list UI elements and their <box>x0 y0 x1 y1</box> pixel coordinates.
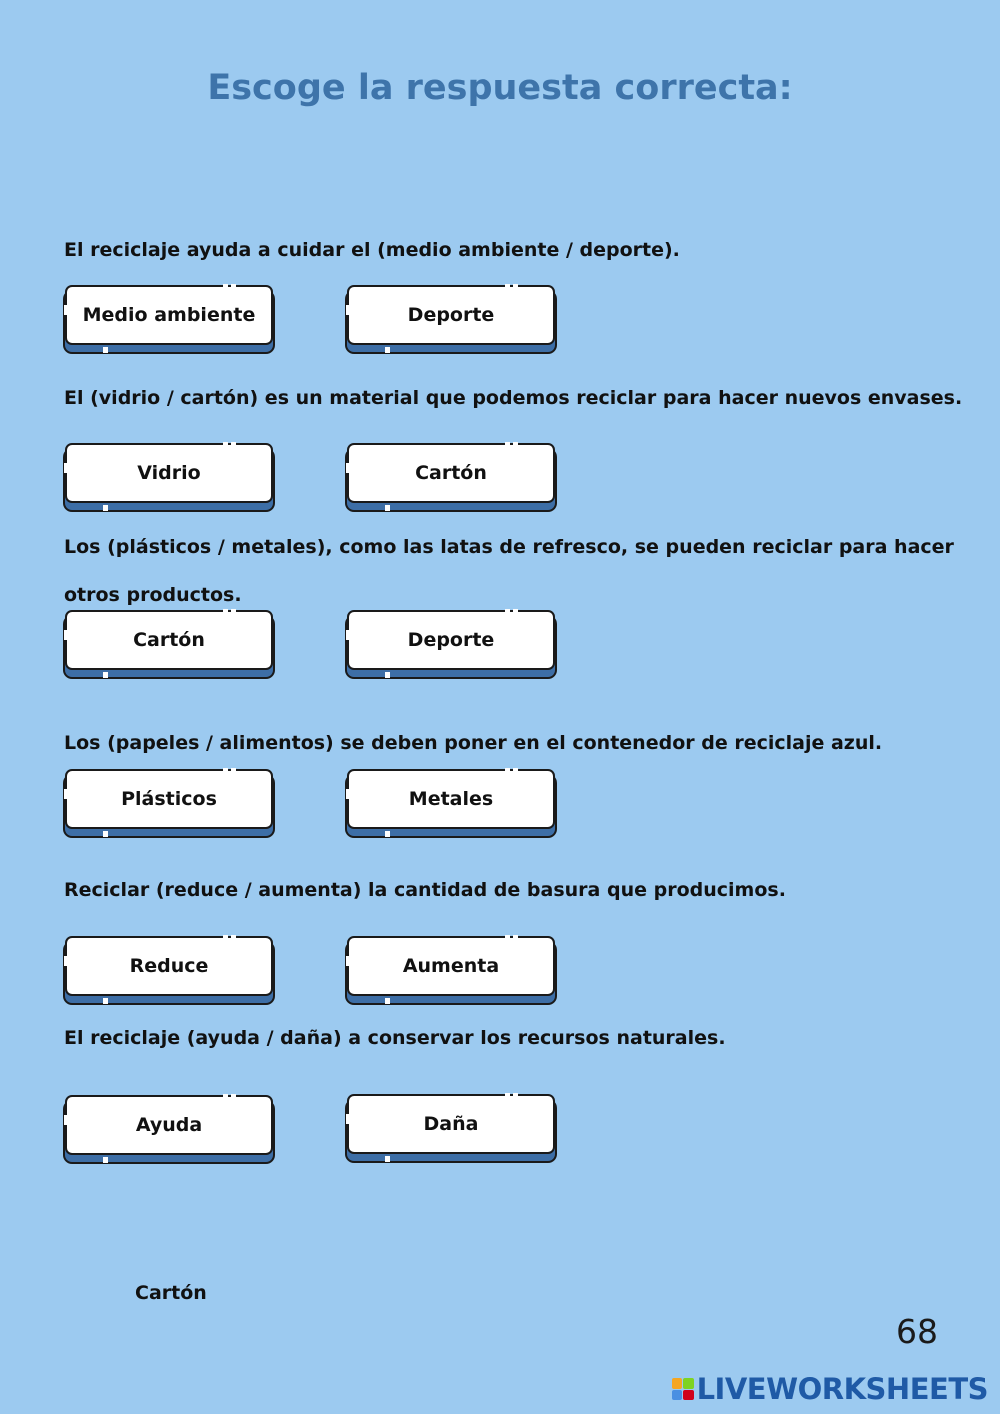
draggable-answer[interactable]: Cartón <box>135 1282 207 1304</box>
question-4-option-1-button[interactable] <box>65 769 273 829</box>
logo-text: LIVEWORKSHEETS <box>696 1372 988 1406</box>
question-6-text: El reciclaje (ayuda / daña) a conservar los recursos naturales. <box>64 1027 726 1049</box>
question-3-option-2-button[interactable] <box>347 610 555 670</box>
liveworksheets-logo-icon <box>672 1378 694 1400</box>
option-label: Metales <box>408 788 494 810</box>
option-label: Deporte <box>407 304 495 326</box>
question-1-option-2-button[interactable] <box>347 285 555 345</box>
option-label: Plásticos <box>121 788 217 810</box>
question-2-option-2-button[interactable] <box>347 443 555 503</box>
question-3-text: Los (plásticos / metales), como las latas de refresco, se pueden reciclar para hacer otros productos. <box>64 536 954 606</box>
option-label: Medio ambiente <box>82 304 256 326</box>
question-2-option-1-button[interactable] <box>65 443 273 503</box>
option-label: Reduce <box>129 955 209 977</box>
liveworksheets-logo <box>672 1372 988 1406</box>
question-3-option-1-button[interactable] <box>65 610 273 670</box>
question-1-text: El reciclaje ayuda a cuidar el (medio ambiente / deporte). <box>64 239 680 261</box>
question-4-text: Los (papeles / alimentos) se deben poner en el contenedor de reciclaje azul. <box>64 732 883 754</box>
question-1-option-1-button[interactable] <box>65 285 273 345</box>
question-2-text: El (vidrio / cartón) es un material que podemos reciclar para hacer nuevos envases. <box>64 387 963 409</box>
option-label: Vidrio <box>137 462 201 484</box>
option-label: Daña <box>423 1113 479 1135</box>
question-5-text: Reciclar (reduce / aumenta) la cantidad de basura que producimos. <box>64 879 786 901</box>
option-label: Aumenta <box>402 955 500 977</box>
question-4-option-2-button[interactable] <box>347 769 555 829</box>
option-label: Ayuda <box>135 1114 203 1136</box>
question-5-option-2-button[interactable] <box>347 936 555 996</box>
page-number: 68 <box>896 1312 938 1351</box>
question-6-option-1-button[interactable] <box>65 1095 273 1155</box>
option-label: Cartón <box>133 629 205 651</box>
page-title: Escoge la respuesta correcta: <box>207 68 793 108</box>
option-label: Cartón <box>415 462 487 484</box>
question-5-option-1-button[interactable] <box>65 936 273 996</box>
question-6-option-2-button[interactable] <box>347 1094 555 1154</box>
option-label: Deporte <box>407 629 495 651</box>
